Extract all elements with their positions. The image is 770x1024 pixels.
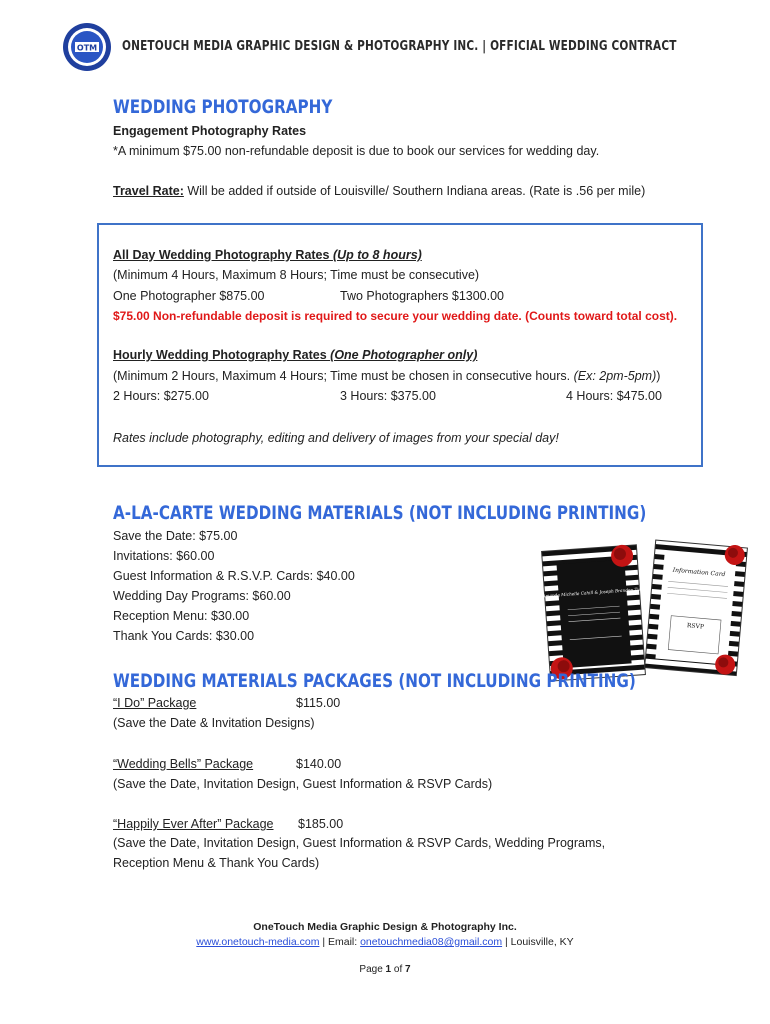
alacarte-item: Thank You Cards: $30.00 — [113, 629, 255, 643]
footer-company: OneTouch Media Graphic Design & Photography Inc. — [253, 921, 517, 933]
alacarte-list — [113, 526, 355, 646]
page-of: of — [391, 964, 406, 975]
section-heading-photography: WEDDING PHOTOGRAPHY — [113, 96, 333, 118]
hourly-label — [113, 345, 477, 365]
allday-hours: (Minimum 4 Hours, Maximum 8 Hours; Time must be consecutive) — [113, 268, 480, 282]
footer-contact — [0, 936, 770, 948]
package-2-price: $140.00 — [296, 757, 342, 771]
allday-note: (Up to 8 hours) — [332, 248, 422, 262]
deposit-note: *A minimum $75.00 non-refundable deposit is due to book our services for wedding day. — [113, 144, 600, 158]
package-3-name: “Happily Ever After” Package — [113, 817, 274, 831]
deposit-warning: $75.00 Non-refundable deposit is required to secure your wedding date. (Counts toward total cost). — [113, 309, 678, 323]
footer-email-link[interactable]: onetouchmedia08@gmail.com — [360, 936, 503, 948]
one-photographer-rate: One Photographer $875.00 — [113, 289, 265, 303]
rates-includes: Rates include photography, editing and delivery of images from your special day! — [113, 431, 559, 445]
alacarte-item: Invitations: $60.00 — [113, 549, 215, 563]
three-hours-rate: 3 Hours: $375.00 — [340, 389, 436, 403]
hourly-hours — [113, 366, 660, 386]
hourly-hours-close: ) — [656, 369, 661, 383]
engagement-label: Engagement Photography Rates — [113, 124, 307, 138]
package-1-price: $115.00 — [296, 696, 341, 710]
hourly-title: Hourly Wedding Photography Rates — [113, 348, 331, 362]
section-heading-packages: WEDDING MATERIALS PACKAGES (NOT INCLUDING PRINTING) — [113, 670, 636, 692]
sample-card-rsvp-title: RSVP — [686, 622, 705, 631]
alacarte-item: Wedding Day Programs: $60.00 — [113, 589, 291, 603]
alacarte-item: Reception Menu: $30.00 — [113, 609, 250, 623]
hourly-hours-text: (Minimum 2 Hours, Maximum 4 Hours; Time must be chosen in consecutive hours. — [113, 369, 574, 383]
alacarte-item: Guest Information & R.S.V.P. Cards: $40.00 — [113, 569, 355, 583]
hourly-example: (Ex: 2pm-5pm) — [573, 369, 657, 383]
package-3-desc-2: Reception Menu & Thank You Cards) — [113, 856, 320, 870]
section-heading-alacarte: A-LA-CARTE WEDDING MATERIALS (NOT INCLUDING PRINTING) — [113, 502, 647, 524]
page-current: 1 — [385, 964, 392, 975]
travel-label: Travel Rate: — [113, 184, 184, 198]
package-3-price: $185.00 — [298, 817, 344, 831]
sample-card-names: Amanda Michelle Cahill & Joseph Brandon Tull — [542, 586, 643, 599]
four-hours-rate: 4 Hours: $475.00 — [566, 389, 662, 403]
allday-title: All Day Wedding Photography Rates — [113, 248, 333, 262]
footer-website-link[interactable]: www.onetouch-media.com — [196, 936, 320, 948]
two-photographers-rate: Two Photographers $1300.00 — [340, 289, 505, 303]
page-number — [0, 964, 770, 975]
package-1-desc: (Save the Date & Invitation Designs) — [113, 716, 315, 730]
hourly-note: (One Photographer only) — [330, 348, 478, 362]
svg-text:OTM: OTM — [76, 43, 98, 53]
header-title: ONETOUCH MEDIA GRAPHIC DESIGN & PHOTOGRAPHY INC. | OFFICIAL WEDDING CONTRACT — [122, 38, 677, 54]
company-seal-logo — [62, 22, 112, 72]
footer-sep-1: | Email: — [319, 936, 361, 948]
page-prefix: Page — [359, 964, 386, 975]
package-1-name: “I Do” Package — [113, 696, 197, 710]
travel-rate — [113, 181, 645, 201]
allday-label — [113, 245, 422, 265]
two-hours-rate: 2 Hours: $275.00 — [113, 389, 209, 403]
package-3-desc-1: (Save the Date, Invitation Design, Guest Information & RSVP Cards, Wedding Programs, — [113, 836, 606, 850]
page-total: 7 — [405, 964, 411, 975]
sample-invitation-image — [538, 538, 748, 686]
package-2-desc: (Save the Date, Invitation Design, Guest Information & RSVP Cards) — [113, 777, 493, 791]
alacarte-item: Save the Date: $75.00 — [113, 529, 238, 543]
sample-card-info-title: Information Card — [672, 566, 726, 579]
footer-sep-2: | Louisville, KY — [502, 936, 574, 948]
package-2-name: “Wedding Bells” Package — [113, 757, 254, 771]
travel-text: Will be added if outside of Louisville/ Southern Indiana areas. (Rate is .56 per mile) — [183, 184, 646, 198]
